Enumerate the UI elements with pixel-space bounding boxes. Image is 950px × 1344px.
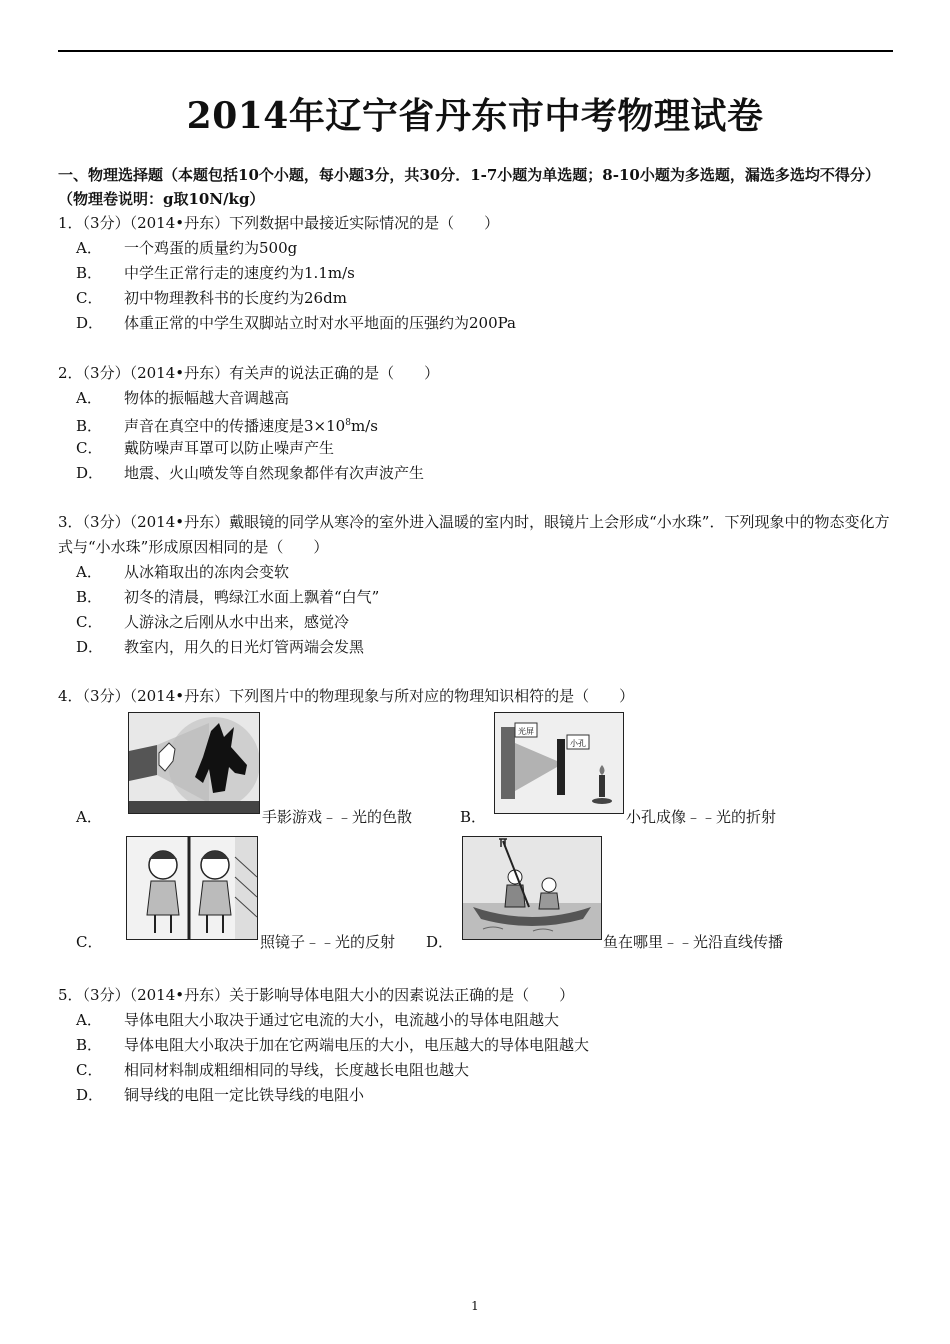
question-2-option-a[interactable]: A． 物体的振幅越大音调越高 [76,389,290,407]
screen-caption: 光屏 [518,727,534,736]
question-3-option-a[interactable]: A． 从冰箱取出的冻肉会变软 [76,563,290,581]
question-3-option-b[interactable]: B． 初冬的清晨，鸭绿江水面上飘着“白气” [76,588,380,606]
page-title: 2014年辽宁省丹东市中考物理试卷 [186,95,764,137]
question-2-option-b[interactable]: B． 声音在真空中的传播速度是$3\times 10^8m/s$ [76,417,378,435]
question-5-option-c[interactable]: C． 相同材料制成粗细相同的导线，长度越长电阻也越大 [76,1061,470,1079]
pinhole-caption: 小孔 [570,739,586,748]
question-3-option-d[interactable]: D． 教室内，用久的日光灯管两端会发黑 [76,638,365,656]
pinhole-camera-image [494,712,624,814]
question-5-option-d[interactable]: D． 铜导线的电阻一定比铁导线的电阻小 [76,1086,365,1104]
mirror-reflection-image [126,836,258,940]
question-2-option-d[interactable]: D． 地震、火山喷发等自然现象都伴有次声波产生 [76,464,425,482]
question-4-option-a-text: 手影游戏﹣﹣光的色散 [262,808,413,826]
question-3-option-c[interactable]: C． 人游泳之后刚从水中出来，感觉冷 [76,613,350,631]
page-number: 1 [471,1299,479,1313]
question-3-stem: 3．（3分）（2014•丹东）戴眼镜的同学从寒冷的室外进入温暖的室内时，眼镜片上会形成“小水珠”．下列现象中的物态变化方式与“小水珠”形成原因相同的是（ ） [58,513,890,556]
question-1-option-b[interactable]: B． 中学生正常行走的速度约为1.1m/s [76,264,355,282]
header-rule [58,50,893,52]
question-2-option-c[interactable]: C． 戴防噪声耳罩可以防止噪声产生 [76,439,335,457]
question-1-option-c[interactable]: C． 初中物理教科书的长度约为26dm [76,289,347,307]
question-5-option-a[interactable]: A． 导体电阻大小取决于通过它电流的大小，电流越小的导体电阻越大 [76,1011,560,1029]
question-4-option-b-text: 小孔成像﹣﹣光的折射 [626,808,777,826]
hand-shadow-image [128,712,260,814]
question-4-option-b-label[interactable]: B． [460,808,487,826]
question-2-stem: 2．（3分）（2014•丹东）有关声的说法正确的是（ ） [58,364,440,382]
question-4-option-d-text: 鱼在哪里﹣﹣光沿直线传播 [603,933,784,951]
question-5-option-b[interactable]: B． 导体电阻大小取决于加在它两端电压的大小，电压越大的导体电阻越大 [76,1036,590,1054]
question-1-stem: 1．（3分）（2014•丹东）下列数据中最接近实际情况的是（ ） [58,214,500,232]
question-4-option-d-label[interactable]: D． [426,933,454,951]
question-1-option-a[interactable]: A． 一个鸡蛋的质量约为500g [76,239,298,257]
question-4-option-a-label[interactable]: A． [76,808,102,826]
section-heading: 一、物理选择题（本题包括10个小题，每小题3分，共30分．1-7小题为单选题；8-10小题为多选题，漏选多选均不得分）（物理卷说明：g取10N/kg） [58,166,880,208]
fishing-boat-image [462,836,602,940]
question-1-option-d[interactable]: D． 体重正常的中学生双脚站立时对水平地面的压强约为200Pa [76,314,516,332]
question-4-stem: 4．（3分）（2014•丹东）下列图片中的物理现象与所对应的物理知识相符的是（ ） [58,687,635,705]
question-5-stem: 5．（3分）（2014•丹东）关于影响导体电阻大小的因素说法正确的是（ ） [58,986,575,1004]
question-4-option-c-label[interactable]: C． [76,933,103,951]
question-4-option-c-text: 照镜子﹣﹣光的反射 [260,933,396,951]
